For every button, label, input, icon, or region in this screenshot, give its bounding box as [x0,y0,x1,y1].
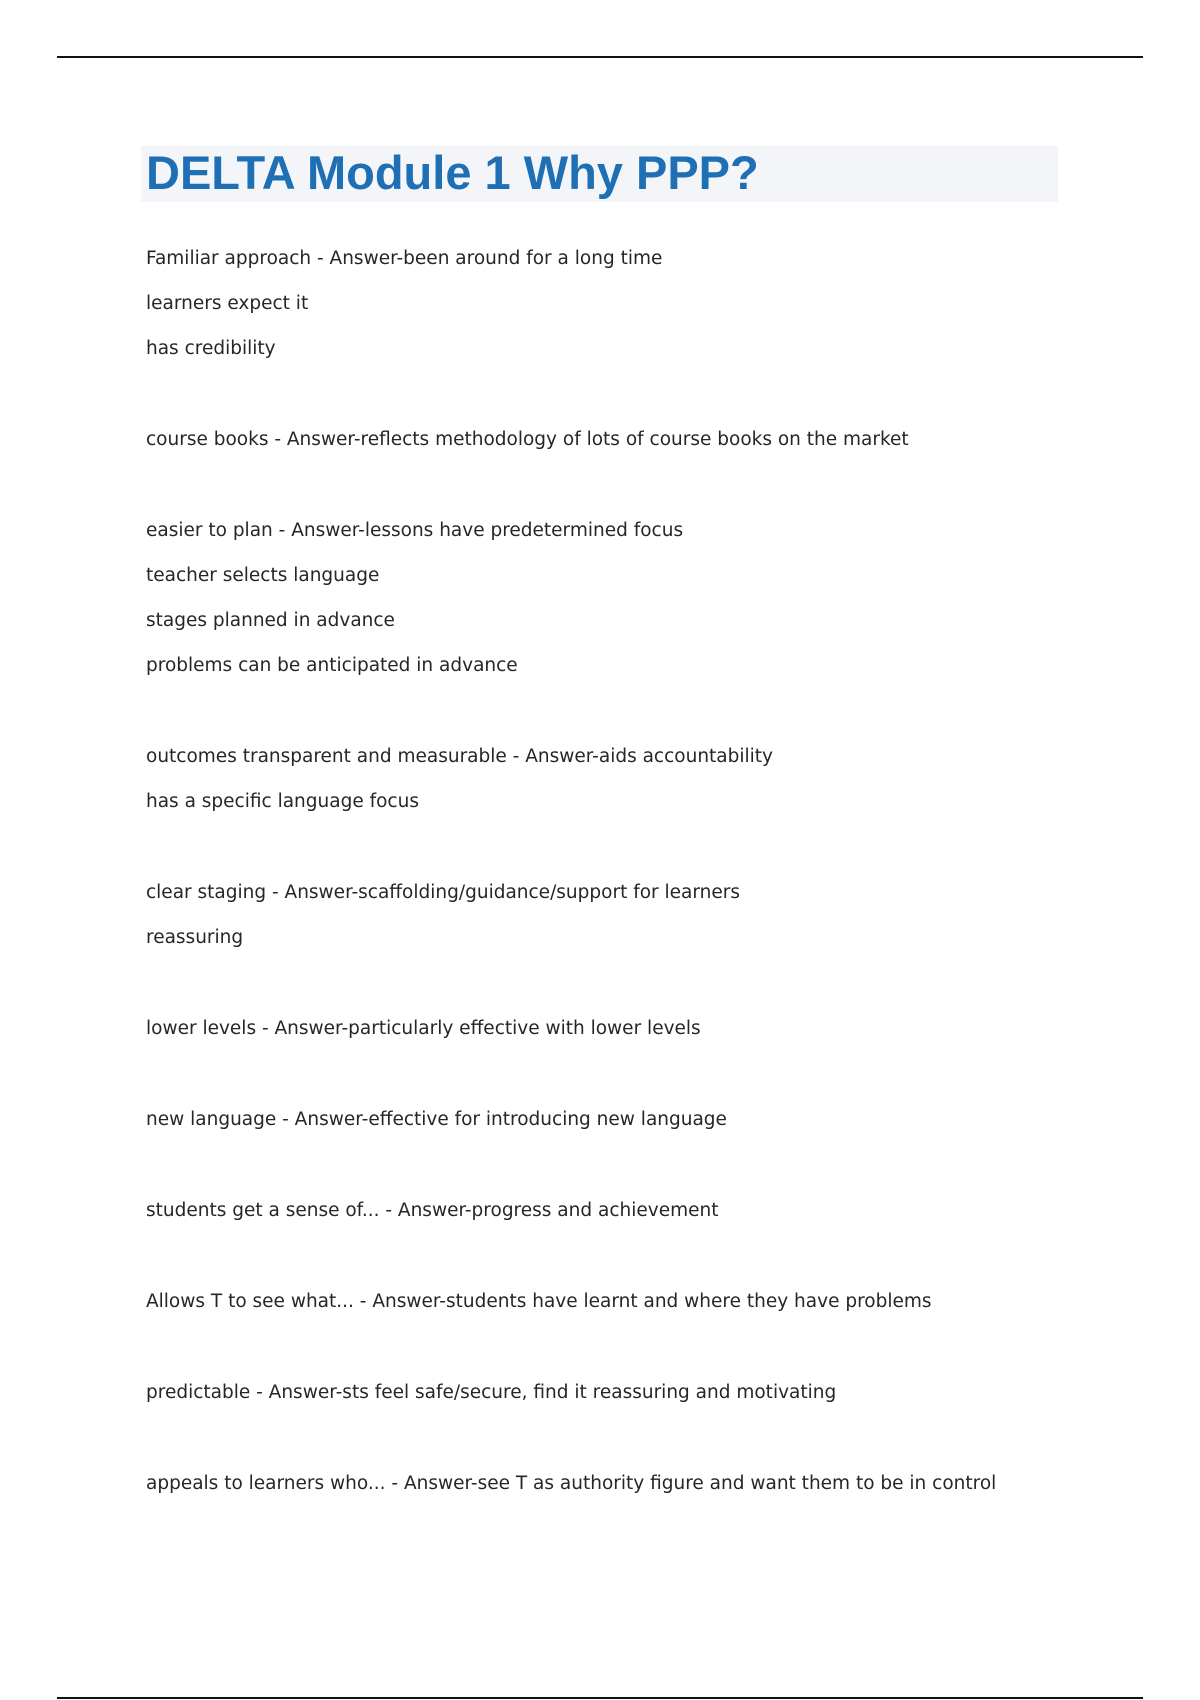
flashcard-entry [146,246,1146,381]
bottom-rule [57,1697,1143,1699]
flashcard-entry [146,1016,1146,1061]
flashcard-entry [146,518,1146,698]
flashcard-entry [146,1198,1146,1243]
flashcard-entry [146,1471,1146,1516]
flashcard-entry [146,880,1146,970]
flashcard-list [146,246,1146,1562]
entry-line: teacher selects language [146,565,380,586]
flashcard-entry [146,1289,1146,1334]
entry-line: students get a sense of... - Answer-progress and achievement [146,1200,719,1221]
flashcard-entry [146,744,1146,834]
entry-line: problems can be anticipated in advance [146,655,518,676]
entry-line: lower levels - Answer-particularly effective with lower levels [146,1018,701,1039]
entry-line: Familiar approach - Answer-been around for a long time [146,248,663,269]
entry-line: outcomes transparent and measurable - Answer-aids accountability [146,746,773,767]
entry-line: predictable - Answer-sts feel safe/secure, find it reassuring and motivating [146,1382,837,1403]
entry-line: has a specific language focus [146,791,419,812]
entry-line: reassuring [146,927,244,948]
entry-line: appeals to learners who... - Answer-see T as authority figure and want them to be in control [146,1473,997,1494]
flashcard-entry [146,1107,1146,1152]
page-title: DELTA Module 1 Why PPP? [146,146,759,199]
entry-line: new language - Answer-effective for introducing new language [146,1109,727,1130]
flashcard-entry [146,1380,1146,1425]
entry-line: learners expect it [146,293,309,314]
entry-line: Allows T to see what... - Answer-students have learnt and where they have problems [146,1291,932,1312]
entry-line: course books - Answer-reflects methodology of lots of course books on the market [146,429,909,450]
top-rule [57,56,1143,58]
entry-line: easier to plan - Answer-lessons have predetermined focus [146,520,684,541]
entry-line: clear staging - Answer-scaffolding/guidance/support for learners [146,882,741,903]
entry-line: stages planned in advance [146,610,395,631]
flashcard-entry [146,427,1146,472]
entry-line: has credibility [146,338,276,359]
